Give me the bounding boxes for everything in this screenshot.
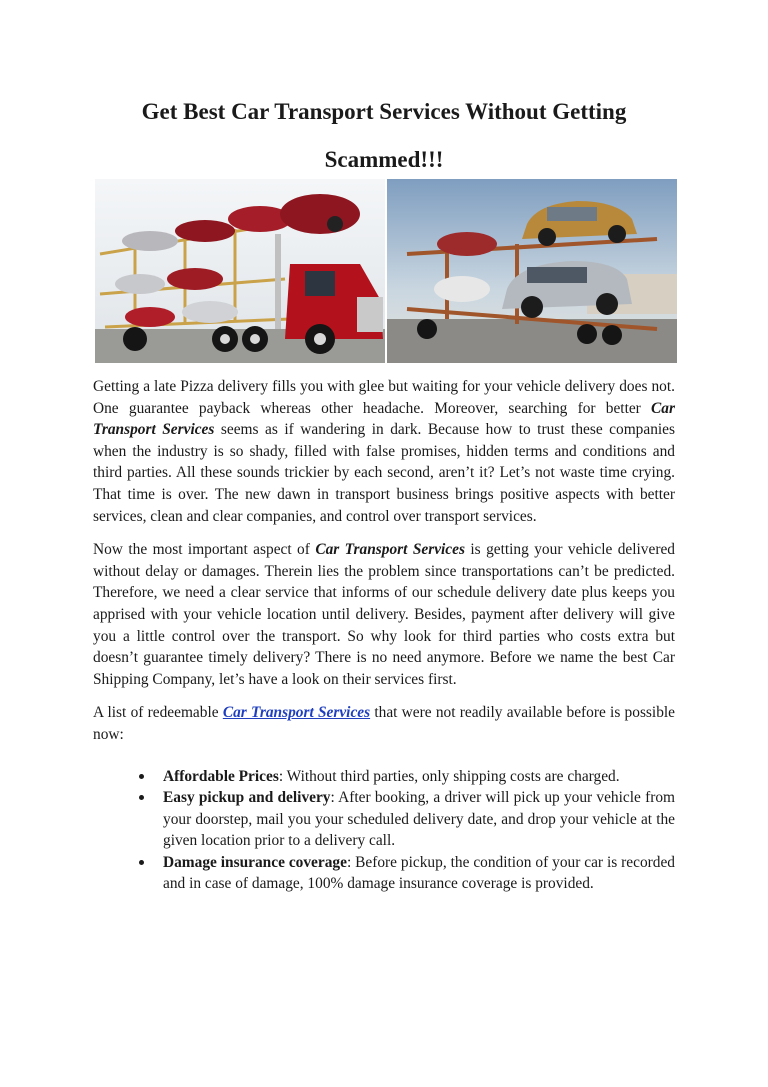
list-item xyxy=(163,787,675,852)
feature-list xyxy=(93,766,675,896)
car-carrier-truck-photo xyxy=(95,179,385,363)
text-span: is getting your vehicle delivered without delay or damages. Therein lies the problem since transportations can’t be predicted. Therefore, we need a clear service that informs of our schedule delivery date plus keeps you apprised with your vehicle location until delivery. Besides, payment after delivery will give you a little control over the transport. So why look for third parties who costs extra but doesn’t guarantee timely delivery? There is no need anymore. Before we name the best Car Shipping Company, let’s have a look on their services first. xyxy=(93,541,675,688)
feature-label: Easy pickup and delivery xyxy=(163,789,331,807)
list-item xyxy=(163,852,675,895)
paragraph-aspect xyxy=(93,539,675,690)
hero-image xyxy=(95,179,677,363)
list-item xyxy=(163,766,675,788)
text-span: Getting a late Pizza delivery fills you with glee but waiting for your vehicle delivery does not. One guarantee payback whereas other headache. Moreover, searching for better xyxy=(93,378,675,417)
article-body xyxy=(93,376,675,895)
text-span: Now the most important aspect of xyxy=(93,541,316,559)
feature-text: : Before pickup, the condition of your car is recorded and in case of damage, 100% damage insurance coverage is provided. xyxy=(163,853,675,893)
feature-label: Damage insurance coverage xyxy=(163,853,347,871)
paragraph-intro xyxy=(93,376,675,527)
text-span: that were not readily available before is possible now: xyxy=(93,704,675,743)
page-title: Get Best Car Transport Services Without Getting Scammed!!! xyxy=(141,99,627,172)
keyword-emphasis: Car Transport Services xyxy=(93,399,675,439)
feature-text: : After booking, a driver will pick up your vehicle from your doorstep, mail you your scheduled delivery date, and drop your vehicle at the given location prior to a delivery call. xyxy=(163,789,675,850)
car-transport-services-link[interactable]: Car Transport Services xyxy=(222,704,371,722)
text-span: seems as if wandering in dark. Because how to trust these companies when the industry is so shady, filled with false promises, hidden terms and conditions and third parties. All these sounds trickier by each second, aren’t it? Let’s not waste time crying. That time is over. The new dawn in transport business brings positive aspects with better services, clean and clear companies, and control over transport services. xyxy=(93,421,675,525)
feature-text: : Without third parties, only shipping costs are charged. xyxy=(278,767,620,785)
feature-label: Affordable Prices xyxy=(163,767,279,785)
keyword-emphasis: Car Transport Services xyxy=(315,541,465,559)
car-carrier-trailer-photo xyxy=(387,179,677,363)
paragraph-list-intro xyxy=(93,702,675,745)
text-span: A list of redeemable xyxy=(93,704,223,722)
